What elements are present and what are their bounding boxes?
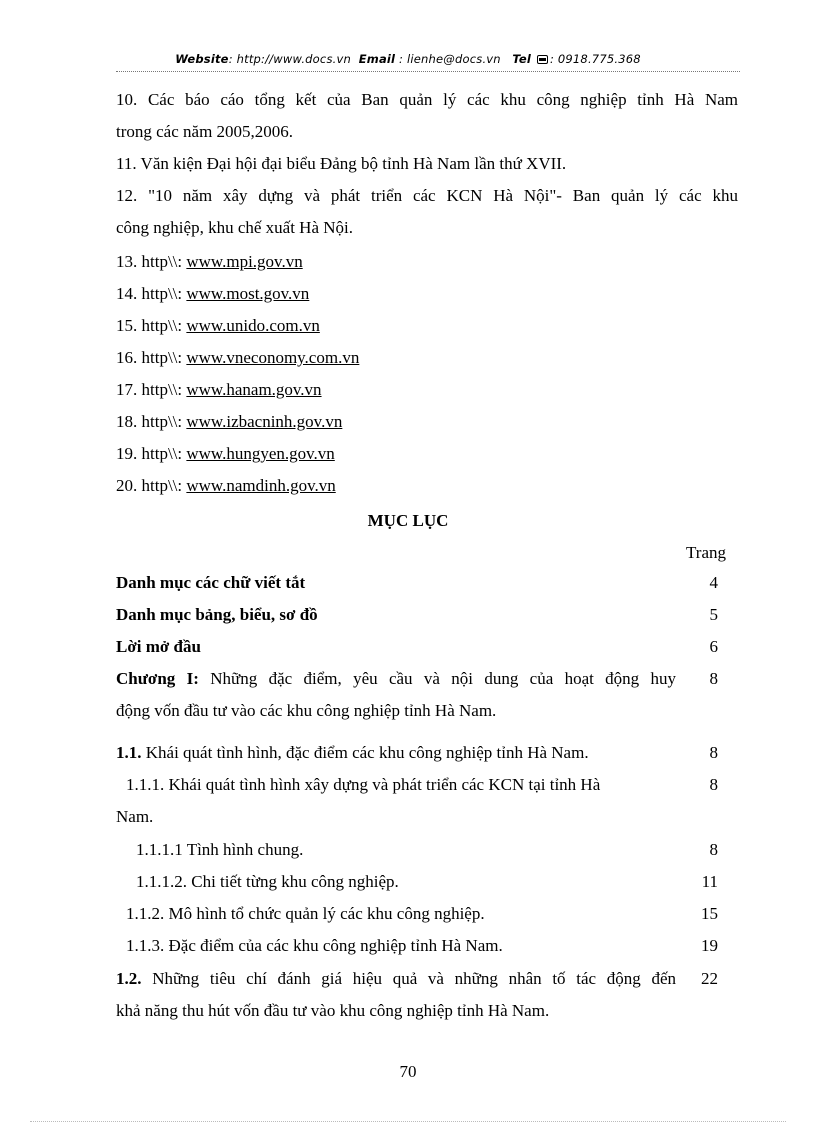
toc-entry-page: 19 — [701, 936, 718, 955]
toc-entry-text-cont: Nam. — [116, 807, 154, 826]
ref-link-14 — [116, 278, 738, 310]
toc-entry-prefix: 1.2. — [116, 969, 142, 988]
ref-number: 19. http\\: — [116, 444, 183, 463]
toc-entry-title: Khái quát tình hình, đặc điểm các khu công nghiệp tỉnh Hà Nam. — [141, 743, 589, 762]
toc-entry-text: 1.1.1. Khái quát tình hình xây dựng và phát triển các KCN tại tỉnh Hà — [126, 775, 601, 794]
ref-11: 11. Văn kiện Đại hội đại biểu Đảng bộ tỉnh Hà Nam lần thứ XVII. — [116, 154, 567, 173]
ref-url-link[interactable]: www.mpi.gov.vn — [186, 252, 303, 271]
toc-entry-page: 8 — [709, 840, 718, 859]
ref-link-13 — [116, 246, 738, 278]
tel-label: Tel — [512, 52, 532, 66]
toc-entry-page: 4 — [709, 573, 718, 592]
toc-entry-page: 5 — [709, 605, 718, 624]
ref-number: 20. http\\: — [116, 476, 183, 495]
ref-url-link[interactable]: www.unido.com.vn — [186, 316, 320, 335]
toc-entry-page: 8 — [709, 669, 718, 688]
ref-link-18 — [116, 406, 738, 438]
toc-entry-text: 1.1.3. Đặc điểm của các khu công nghiệp tỉnh Hà Nam. — [126, 936, 503, 955]
toc-entry-prefix: 1.1. — [116, 743, 142, 762]
toc-entry-text: 1.1.1.1 Tình hình chung. — [136, 840, 304, 859]
ref-url-link[interactable]: www.hungyen.gov.vn — [186, 444, 335, 463]
toc-entry-text — [116, 963, 676, 995]
ref-url-link[interactable]: www.hanam.gov.vn — [186, 380, 322, 399]
toc-title: MỤC LỤC — [367, 511, 449, 530]
page-number: 70 — [399, 1062, 417, 1081]
email-value: : lienhe@docs.vn — [399, 52, 501, 66]
ref-12-line2: công nghiệp, khu chế xuất Hà Nội. — [116, 218, 353, 237]
ref-number: 18. http\\: — [116, 412, 183, 431]
toc-entry-text-cont: động vốn đầu tư vào các khu công nghiệp tỉnh Hà Nam. — [116, 701, 497, 720]
ref-12-line1: 12. "10 năm xây dựng và phát triển các KCN Hà Nội"- Ban quản lý các khu — [116, 186, 738, 205]
toc-entry-title: Những đặc điểm, yêu cầu và nội dung của hoạt động huy — [198, 669, 677, 688]
footer-divider — [30, 1121, 786, 1122]
toc-entry-title: Những tiêu chí đánh giá hiệu quả và những nhân tố tác động đến — [141, 969, 676, 988]
ref-number: 14. http\\: — [116, 284, 183, 303]
ref-link-19 — [116, 438, 738, 470]
toc-entry-text — [116, 663, 676, 695]
ref-url-link[interactable]: www.vneconomy.com.vn — [186, 348, 360, 367]
toc-page-column-label: Trang — [686, 543, 726, 562]
email-label: Email — [358, 52, 396, 66]
ref-10-line1: 10. Các báo cáo tổng kết của Ban quản lý các khu công nghiệp tỉnh Hà Nam — [116, 90, 738, 109]
ref-number: 15. http\\: — [116, 316, 183, 335]
phone-icon — [537, 55, 548, 64]
toc-entry-text: 1.1.2. Mô hình tổ chức quản lý các khu công nghiệp. — [126, 904, 485, 923]
toc-entry-prefix: Chương I: — [116, 669, 199, 688]
ref-link-15 — [116, 310, 738, 342]
page-header — [0, 52, 816, 66]
ref-link-20 — [116, 470, 738, 502]
toc-entry-text: Danh mục bảng, biểu, sơ đồ — [116, 605, 318, 624]
ref-link-16 — [116, 342, 738, 374]
toc-entry-text — [116, 737, 676, 769]
website-label: Website — [175, 52, 229, 66]
website-value: : http://www.docs.vn — [228, 52, 351, 66]
ref-url-link[interactable]: www.izbacninh.gov.vn — [186, 412, 343, 431]
toc-entry-page: 22 — [701, 969, 718, 988]
toc-entry-page: 11 — [701, 872, 718, 891]
toc-entry-page: 8 — [709, 743, 718, 762]
ref-number: 17. http\\: — [116, 380, 183, 399]
ref-url-link[interactable]: www.most.gov.vn — [186, 284, 310, 303]
ref-number: 16. http\\: — [116, 348, 183, 367]
toc-entry-text-cont: khả năng thu hút vốn đầu tư vào khu công nghiệp tỉnh Hà Nam. — [116, 1001, 550, 1020]
toc-entry-text: Lời mở đầu — [116, 637, 201, 656]
ref-number: 13. http\\: — [116, 252, 183, 271]
ref-link-17 — [116, 374, 738, 406]
tel-value: : 0918.775.368 — [549, 52, 641, 66]
toc-entry-text: Danh mục các chữ viết tắt — [116, 573, 306, 592]
toc-entry-page: 6 — [709, 637, 718, 656]
toc-entry-page: 8 — [709, 775, 718, 794]
header-divider — [116, 71, 740, 72]
ref-10-line2: trong các năm 2005,2006. — [116, 122, 294, 141]
toc-entry-page: 15 — [701, 904, 718, 923]
toc-entry-text: 1.1.1.2. Chi tiết từng khu công nghiệp. — [136, 872, 399, 891]
ref-url-link[interactable]: www.namdinh.gov.vn — [186, 476, 336, 495]
